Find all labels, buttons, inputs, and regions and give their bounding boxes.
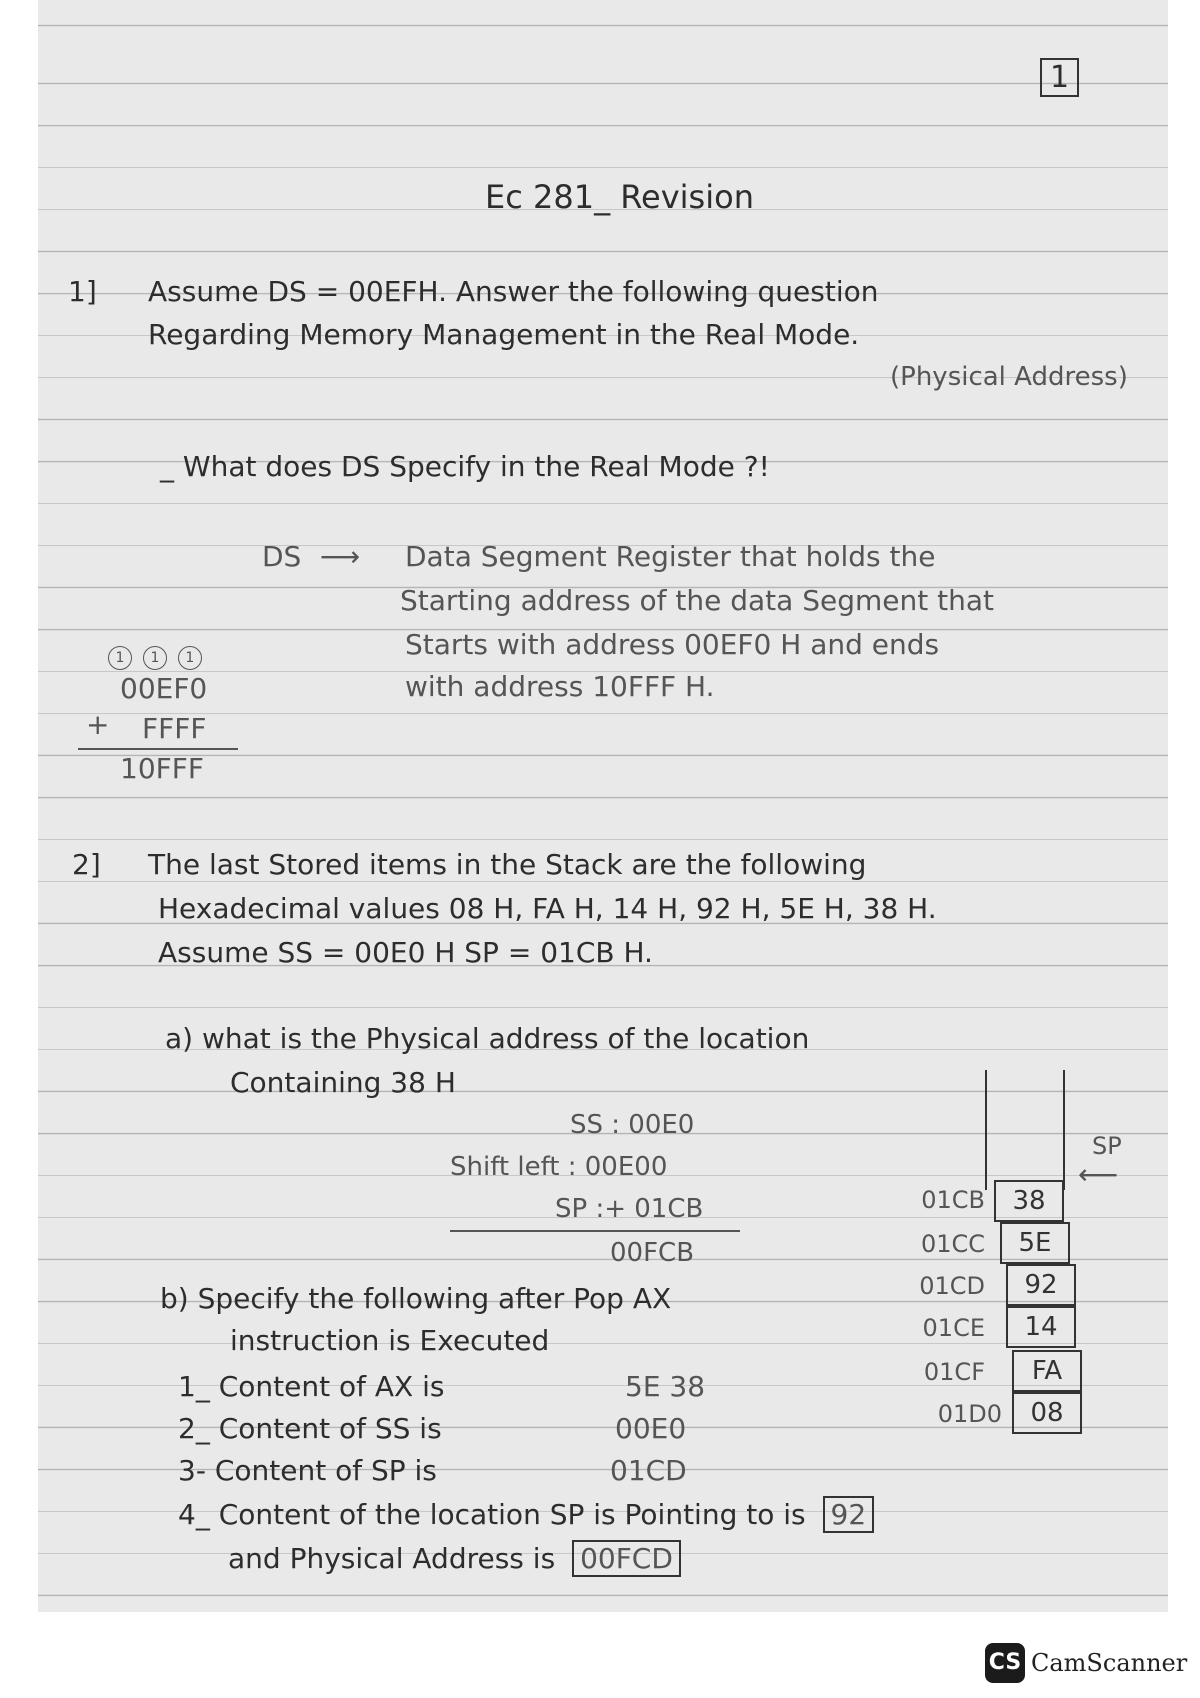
q1-answer-line2: Starting address of the data Segment that: [400, 584, 994, 617]
q2-line3: Assume SS = 00E0 H SP = 01CB H.: [158, 936, 653, 969]
stack-addr: 01D0: [937, 1400, 1002, 1428]
stack-addr: 01CF: [923, 1358, 985, 1386]
q2-item-3-value: 01CD: [610, 1454, 687, 1487]
q2-line1: The last Stored items in the Stack are the following: [148, 848, 867, 881]
stack-addr: 01CB: [921, 1186, 985, 1214]
camscanner-watermark: [985, 1643, 1187, 1683]
q2-calc-result: 00FCB: [610, 1238, 695, 1268]
q2-item-2-value: 00E0: [615, 1412, 687, 1445]
q2-number: 2]: [72, 848, 101, 881]
q2-part-a-line1: a) what is the Physical address of the location: [165, 1022, 810, 1055]
stack-cell: 14: [1006, 1306, 1076, 1348]
stack-right-wall: [1063, 1070, 1065, 1190]
q1-sub-question: _ What does DS Specify in the Real Mode ?!: [160, 450, 770, 483]
stack-addr: 01CE: [922, 1314, 985, 1342]
q1-calc-operand2: FFFF: [142, 712, 207, 745]
q1-calc-result: 10FFF: [120, 752, 204, 785]
q2-part-b-line2: instruction is Executed: [230, 1324, 550, 1357]
q2-item-4-value: 92: [823, 1496, 875, 1533]
sp-arrow-icon: ⟵: [1078, 1158, 1119, 1191]
q2-calc-shift: Shift left : 00E00: [450, 1152, 668, 1182]
q2-item-1-label: 1_ Content of AX is: [178, 1370, 445, 1403]
q2-item-1-value: 5E 38: [625, 1370, 706, 1403]
arrow-icon: ⟶: [320, 540, 361, 573]
q1-calc-plus: +: [86, 708, 110, 741]
q2-part-b-line1: b) Specify the following after Pop AX: [160, 1282, 672, 1315]
q1-answer-line1: Data Segment Register that holds the: [405, 540, 936, 573]
stack-cell: 08: [1012, 1392, 1082, 1434]
page-title: Ec 281_ Revision: [485, 178, 754, 216]
q2-item-4-address: 00FCD: [572, 1540, 681, 1577]
page-number: 1: [1040, 58, 1079, 97]
q1-carries: [108, 636, 204, 670]
carry-mark: 1: [178, 646, 202, 670]
stack-sp-label: SP: [1092, 1132, 1122, 1160]
stack-cell: FA: [1012, 1350, 1082, 1392]
q1-answer-label: DS: [262, 540, 302, 573]
q2-calc-rule: [450, 1230, 740, 1232]
q2-calc-ss: SS : 00E0: [570, 1110, 695, 1140]
q2-item-4-line1: [178, 1496, 874, 1533]
q1-note: (Physical Address): [890, 362, 1128, 392]
q2-item-3-label: 3- Content of SP is: [178, 1454, 437, 1487]
carry-mark: 1: [108, 646, 132, 670]
stack-cell: 92: [1006, 1264, 1076, 1306]
q1-line1: Assume DS = 00EFH. Answer the following question: [148, 275, 879, 308]
q2-item-2-label: 2_ Content of SS is: [178, 1412, 442, 1445]
q1-answer-line3: Starts with address 00EF0 H and ends: [405, 628, 940, 661]
q1-calc-rule: [78, 748, 238, 750]
q2-item-4-address-label: and Physical Address is: [228, 1542, 556, 1575]
camscanner-text: CamScanner: [1031, 1649, 1188, 1677]
q2-part-a-line2: Containing 38 H: [230, 1066, 456, 1099]
q1-answer-line4: with address 10FFF H.: [405, 670, 715, 703]
stack-cell: 38: [994, 1180, 1064, 1222]
q2-line2: Hexadecimal values 08 H, FA H, 14 H, 92 H, 5E H, 38 H.: [158, 892, 937, 925]
q2-item-4-line2: [228, 1540, 681, 1577]
carry-mark: 1: [143, 646, 167, 670]
q1-number: 1]: [68, 275, 97, 308]
stack-left-wall: [985, 1070, 987, 1190]
q1-calc-operand1: 00EF0: [120, 672, 208, 705]
q2-item-4-text: 4_ Content of the location SP is Pointing to is: [178, 1498, 806, 1531]
q2-calc-sp: SP :+ 01CB: [555, 1194, 704, 1224]
camscanner-logo: CS: [985, 1643, 1025, 1683]
q1-line2: Regarding Memory Management in the Real Mode.: [148, 318, 860, 351]
stack-addr: 01CC: [920, 1230, 985, 1258]
stack-cell: 5E: [1000, 1222, 1070, 1264]
stack-addr: 01CD: [919, 1272, 985, 1300]
